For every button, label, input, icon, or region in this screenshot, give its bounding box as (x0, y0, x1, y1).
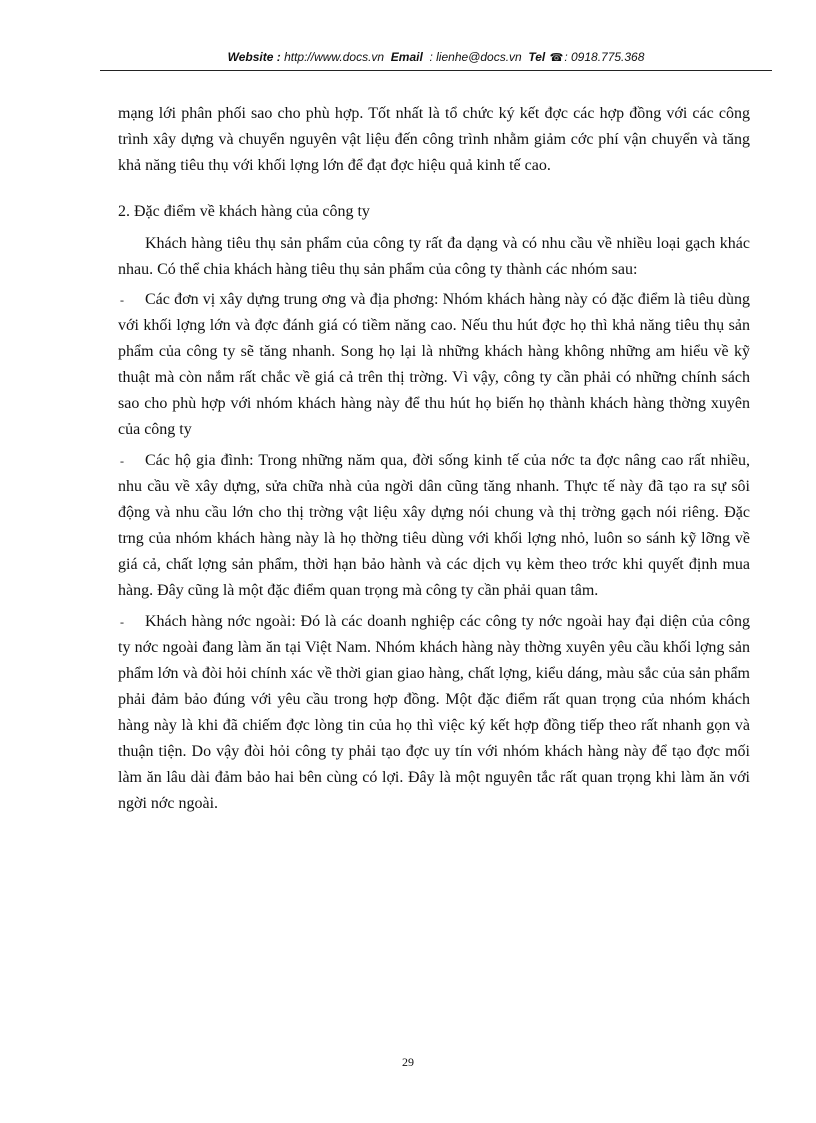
header-divider (100, 70, 772, 71)
intro-paragraph: Khách hàng tiêu thụ sản phẩm của công ty rất đa dạng và có nhu cầu về nhiều loại gạch khác nhau. Có thể chia khách hàng tiêu thụ sản phẩm của công ty thành các nhóm sau: (118, 235, 750, 278)
tel-label: Tel (528, 50, 546, 64)
bullet-dash: - (120, 293, 124, 307)
email-label: Email (390, 50, 423, 64)
bullet-item (118, 287, 750, 443)
website-label: Website : (227, 50, 281, 64)
tel-value: : 0918.775.368 (564, 50, 645, 64)
bullet-item (118, 448, 750, 604)
page-number: 29 (402, 1055, 414, 1069)
phone-icon: ☎ (549, 52, 564, 64)
website-link[interactable]: http://www.docs.vn (284, 50, 385, 64)
bullet-item (118, 609, 750, 817)
document-body (118, 101, 750, 822)
email-link[interactable]: : lienhe@docs.vn (429, 50, 522, 64)
page-header (100, 48, 772, 67)
bullet-dash: - (120, 454, 124, 468)
bullet-text: Khách hàng nớc ngoài: Đó là các doanh nghiệp các công ty nớc ngoài hay đại diện của công ty nớc ngoài đang làm ăn tại Việt Nam. Nhóm khách hàng này thờng xuyên yêu cầu khối lợng sản phẩm lớn và đòi hỏi chính xác về thời gian giao hàng, chất lợng, kiểu dáng, màu sắc của sản phẩm phải đảm bảo đúng với yêu cầu trong hợp đồng. Một đặc điểm rất quan trọng của nhóm khách hàng này là khi đã chiếm đợc lòng tin của họ thì việc ký kết hợp đồng tiếp theo rất nhanh gọn và thuận tiện. Do vậy đòi hỏi công ty phải tạo đợc uy tín với nhóm khách hàng này để tạo đợc mối làm ăn lâu dài đảm bảo hai bên cùng có lợi. Đây là một nguyên tắc rất quan trọng khi làm ăn với ngời nớc ngoài. (118, 613, 750, 812)
section-heading: 2. Đặc điểm về khách hàng của công ty (118, 203, 370, 220)
continued-paragraph: mạng lới phân phối sao cho phù hợp. Tốt nhất là tổ chức ký kết đợc các hợp đồng với các công trình xây dựng và chuyển nguyên vật liệu đến công trình nhằm giảm cớc phí vận chuyển và tăng khả năng tiêu thụ với khối lợng lớn để đạt đợc hiệu quả kinh tế cao. (118, 105, 750, 174)
bullet-text: Các hộ gia đình: Trong những năm qua, đời sống kinh tế của nớc ta đợc nâng cao rất nhiều, nhu cầu về xây dựng, sửa chữa nhà của ngời dân cũng tăng nhanh. Thực tế này đã tạo ra sự sôi động và nhu cầu lớn cho thị trờng vật liệu xây dựng nói chung và thị trờng gạch nói riêng. Đặc trng của nhóm khách hàng này là họ thờng tiêu dùng với khối lợng nhỏ, luôn so sánh kỹ lỡng về giá cả, chất lợng sản phẩm, thời hạn bảo hành và các dịch vụ kèm theo trớc khi quyết định mua hàng. Đây cũng là một đặc điểm quan trọng mà công ty cần phải quan tâm. (118, 452, 750, 599)
bullet-dash: - (120, 615, 124, 629)
bullet-text: Các đơn vị xây dựng trung ơng và địa phơng: Nhóm khách hàng này có đặc điểm là tiêu dùng với khối lợng lớn và đợc đánh giá có tiềm năng cao. Nếu thu hút đợc họ thì khả năng tiêu thụ sản phẩm của công ty sẽ tăng nhanh. Song họ lại là những khách hàng không những am hiểu về kỹ thuật mà còn nắm rất chắc về giá cả trên thị trờng. Vì vậy, công ty cần phải có những chính sách sao cho phù hợp với nhóm khách hàng này để thu hút họ biến họ thành khách hàng thờng xuyên của công ty (118, 291, 750, 438)
